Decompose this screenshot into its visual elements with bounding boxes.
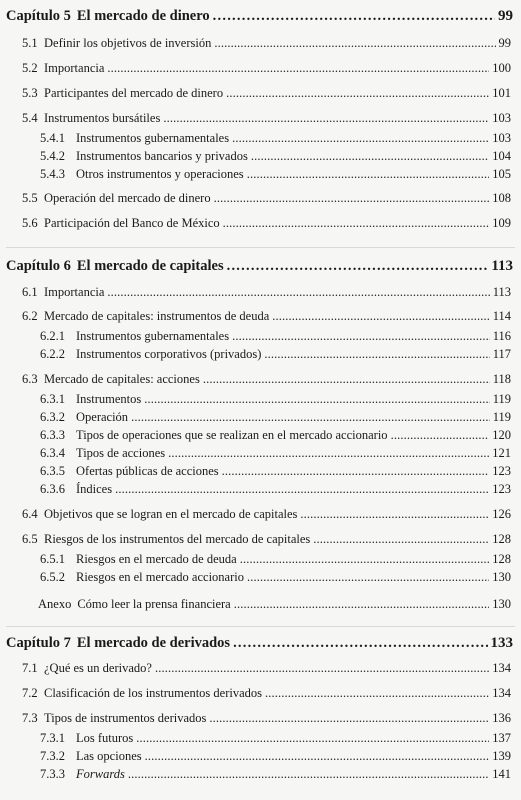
toc-subentry [40,410,511,425]
page-number: 113 [491,258,513,274]
toc-subentry [40,131,511,146]
page-number: 117 [492,347,511,361]
entry-number: 7.3 [22,711,38,725]
page-number: 128 [492,532,511,546]
entry-number: 6.2.1 [40,329,65,343]
toc-entry [22,661,511,676]
page-number: 123 [492,464,511,478]
entry-number: 5.1 [22,36,38,50]
chapter-prefix: Capítulo 5 [6,8,71,24]
toc-subentry [40,446,511,461]
page-number: 108 [492,191,511,205]
page-number: 99 [498,36,511,50]
page-number: 121 [492,446,511,460]
entry-title: Importancia [44,285,105,299]
toc-subentry [40,329,511,344]
entry-number: 5.4.1 [40,131,65,145]
entry-number: 6.5.2 [40,570,65,584]
dot-leader [107,61,489,76]
toc-subentry [40,392,511,407]
dot-leader [115,482,489,497]
dot-leader [144,392,489,407]
page-number: 99 [498,8,513,24]
dot-leader [247,570,489,585]
entry-title: Instrumentos bancarios y privados [76,149,248,163]
dot-leader [234,597,490,612]
dot-leader [226,86,489,101]
entry-number: 6.3.2 [40,410,65,424]
toc-entry [22,86,511,101]
toc-subentry [40,767,511,782]
dot-leader [213,8,495,25]
dot-leader [155,661,489,676]
dot-leader [264,347,489,362]
toc-subentry [40,347,511,362]
toc-subentry [40,428,511,443]
entry-number: 7.3.1 [40,731,65,745]
dot-leader [240,552,490,567]
page-number: 103 [492,111,511,125]
toc-entry [22,36,511,51]
dot-leader [209,711,489,726]
entry-title: Tipos de operaciones que se realizan en el mercado accionario [76,428,388,442]
toc-entry [22,686,511,701]
entry-title: Importancia [44,61,105,75]
annex-label: Anexo [38,597,72,611]
dot-leader [168,446,489,461]
toc-entry [22,532,511,547]
entry-title: Mercado de capitales: instrumentos de deuda [44,309,270,323]
page-number: 113 [492,285,511,299]
divider [6,247,515,248]
entry-title: Las opciones [76,749,142,763]
entry-title: Clasificación de los instrumentos derivados [44,686,263,700]
chapter-heading [6,635,513,652]
dot-leader [227,258,489,275]
toc-entry [22,191,511,206]
entry-number: 6.3.4 [40,446,65,460]
entry-title: Instrumentos gubernamentales [76,329,230,343]
entry-title: Instrumentos [76,392,142,406]
page-number: 118 [492,372,511,386]
dot-leader [136,731,489,746]
divider [6,626,515,627]
page-number: 104 [492,149,511,163]
page-number: 130 [492,570,511,584]
page-number: 133 [490,635,513,651]
dot-leader [391,428,490,443]
page-number: 105 [492,167,511,181]
page-number: 103 [492,131,511,145]
entry-title: Ofertas públicas de acciones [76,464,219,478]
entry-title: Riesgos de los instrumentos del mercado de capitales [44,532,311,546]
entry-title: Mercado de capitales: acciones [44,372,200,386]
entry-title: Otros instrumentos y operaciones [76,167,244,181]
entry-title: Definir los objetivos de inversión [44,36,212,50]
entry-title: Instrumentos bursátiles [44,111,161,125]
toc-entry [22,111,511,126]
entry-number: 6.1 [22,285,38,299]
page-number: 123 [492,482,511,496]
toc-subentry [40,464,511,479]
entry-number: 6.4 [22,507,38,521]
dot-leader [223,216,490,231]
entry-number: 5.5 [22,191,38,205]
toc-subentry [40,731,511,746]
page-number: 134 [492,686,511,700]
entry-number: 6.5.1 [40,552,65,566]
entry-title: Cómo leer la prensa financiera [77,597,231,611]
entry-number: 5.6 [22,216,38,230]
dot-leader [214,36,495,51]
entry-title: Participación del Banco de México [44,216,220,230]
toc-entry [22,711,511,726]
page-number: 101 [492,86,511,100]
dot-leader [313,532,489,547]
entry-number: 7.3.3 [40,767,65,781]
entry-number: 5.4.3 [40,167,65,181]
toc-entry [22,285,511,300]
dot-leader [265,686,489,701]
page-number: 114 [492,309,511,323]
toc-annex [38,597,511,612]
entry-title: Forwards [76,767,125,781]
dot-leader [214,191,490,206]
entry-number: 7.3.2 [40,749,65,763]
chapter-prefix: Capítulo 6 [6,258,71,274]
page-number: 100 [492,61,511,75]
dot-leader [131,410,490,425]
dot-leader [247,167,490,182]
entry-title: Riesgos en el mercado accionario [76,570,244,584]
toc-subentry [40,149,511,164]
dot-leader [163,111,489,126]
entry-number: 6.3.5 [40,464,65,478]
page-number: 137 [492,731,511,745]
chapter-heading [6,8,513,25]
page-number: 141 [492,767,511,781]
toc-entry [22,309,511,324]
dot-leader [145,749,490,764]
entry-title: Tipos de acciones [76,446,166,460]
entry-number: 5.4 [22,111,38,125]
page-number: 136 [492,711,511,725]
page-number: 130 [492,597,511,611]
toc-entry [22,372,511,387]
entry-title: Instrumentos gubernamentales [76,131,230,145]
chapter-heading [6,258,513,275]
page-number: 139 [492,749,511,763]
toc-subentry [40,749,511,764]
toc-entry [22,61,511,76]
entry-number: 6.3.3 [40,428,65,442]
dot-leader [222,464,490,479]
page-number: 119 [492,392,511,406]
dot-leader [300,507,489,522]
entry-number: 7.2 [22,686,38,700]
page-number: 119 [492,410,511,424]
chapter-title: El mercado de capitales [76,258,224,274]
entry-number: 6.5 [22,532,38,546]
dot-leader [232,131,489,146]
entry-number: 5.4.2 [40,149,65,163]
dot-leader [203,372,490,387]
toc-entry [22,507,511,522]
entry-number: 5.2 [22,61,38,75]
chapter-title: El mercado de dinero [76,8,210,24]
entry-number: 6.3.6 [40,482,65,496]
chapter-title: El mercado de derivados [76,635,231,651]
chapter-prefix: Capítulo 7 [6,635,71,651]
page-number: 116 [492,329,511,343]
entry-number: 5.3 [22,86,38,100]
entry-title: Los futuros [76,731,134,745]
entry-title: Participantes del mercado de dinero [44,86,224,100]
entry-number: 6.2.2 [40,347,65,361]
entry-title: Operación [76,410,129,424]
page-number: 134 [492,661,511,675]
toc-subentry [40,482,511,497]
page-number: 128 [492,552,511,566]
entry-title: ¿Qué es un derivado? [44,661,152,675]
page-number: 126 [492,507,511,521]
toc-subentry [40,570,511,585]
page-number: 120 [492,428,511,442]
toc-entry [22,216,511,231]
page-number: 109 [492,216,511,230]
dot-leader [251,149,489,164]
dot-leader [232,329,490,344]
dot-leader [272,309,489,324]
entry-title: Tipos de instrumentos derivados [44,711,207,725]
entry-title: Objetivos que se logran en el mercado de capitales [44,507,298,521]
dot-leader [128,767,489,782]
entry-title: Operación del mercado de dinero [44,191,211,205]
entry-title: Riesgos en el mercado de deuda [76,552,237,566]
entry-title: Instrumentos corporativos (privados) [76,347,262,361]
entry-number: 6.3.1 [40,392,65,406]
toc-subentry [40,552,511,567]
toc-subentry [40,167,511,182]
dot-leader [233,635,487,652]
entry-number: 6.3 [22,372,38,386]
entry-number: 7.1 [22,661,38,675]
entry-title: Índices [76,482,113,496]
dot-leader [107,285,489,300]
entry-number: 6.2 [22,309,38,323]
